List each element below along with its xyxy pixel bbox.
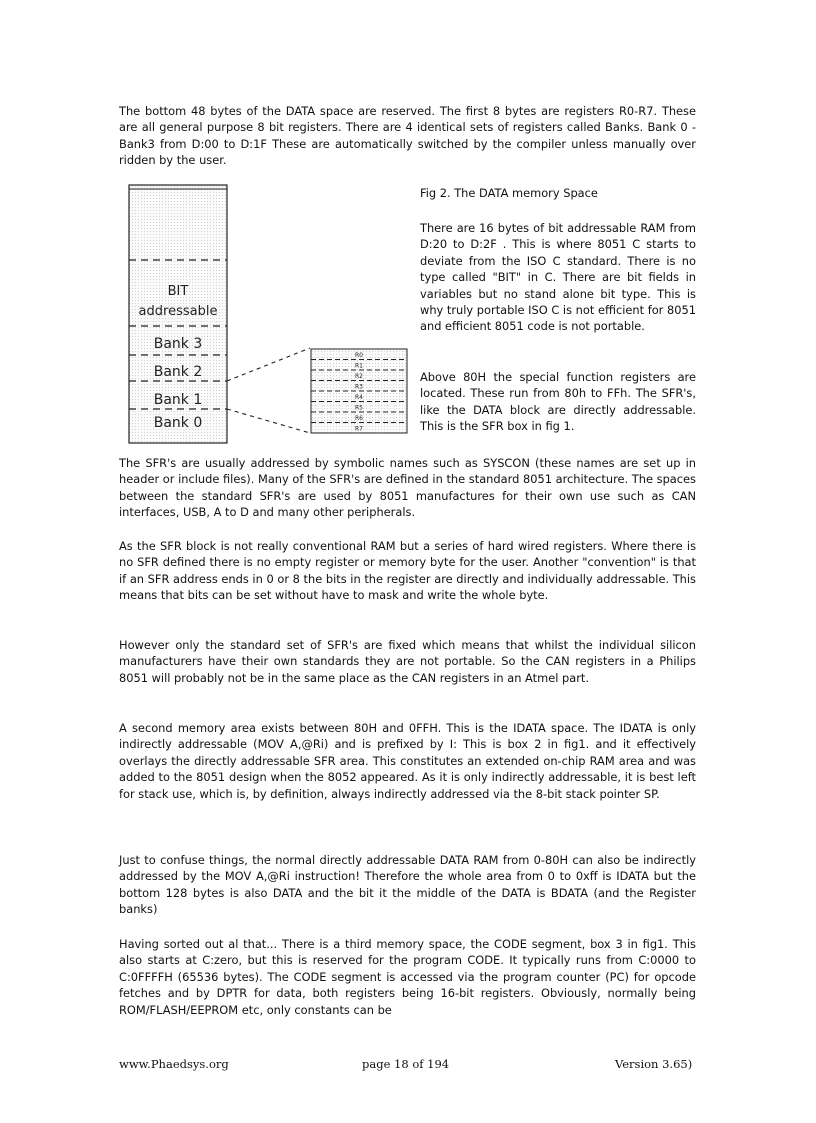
bit-addressable-label-2: addressable <box>138 304 218 319</box>
figure-caption: Fig 2. The DATA memory Space <box>420 186 598 200</box>
paragraph-sfr-block: As the SFR block is not really conventional RAM but a series of hard wired registers. Where there is no SFR defined there is no empty register or memory byte for the user. Another "convention" is that if an SFR address ends in 0 or 8 the bits in the register are directly and individually addressable. This means that bits can be set without have to mask and write the whole byte. <box>119 539 696 603</box>
intro-paragraph: The bottom 48 bytes of the DATA space are reserved. The first 8 bytes are registers R0-R7. These are all general purpose 8 bit registers. There are 4 identical sets of registers called Banks. Bank 0 -Bank3 from D:00 to D:1F These are automatically switched by the compiler unless manually over ridden by the user. <box>119 104 696 168</box>
zoom-connector-top <box>227 348 310 381</box>
bank-1-label: Bank 1 <box>153 392 203 408</box>
footer-version: Version 3.65) <box>615 1057 693 1071</box>
register-label: R3 <box>355 383 363 391</box>
zoom-connector-bottom <box>227 409 310 433</box>
register-label: R2 <box>355 372 363 380</box>
paragraph-idata: A second memory area exists between 80H and 0FFH. This is the IDATA space. The IDATA is only indirectly addressable (MOV A,@Ri) and is prefixed by I: This is box 2 in fig1. and it effectively overlays the directly addressable SFR area. This constitutes an extended on-chip RAM area and was added to the 8051 design when the 8052 appeared. As it is only indirectly addressable, it is best left for stack use, which is, by definition, always indirectly addressed via the 8-bit stack pointer SP. <box>119 721 696 801</box>
register-label: R1 <box>355 362 363 370</box>
bank-2-label: Bank 2 <box>153 364 203 380</box>
figure-text-bit-addressable: There are 16 bytes of bit addressable RAM from D:20 to D:2F . This is where 8051 C starts to deviate from the ISO C standard. There is no type called "BIT" in C. There are bit fields in variables but no stand alone bit type. This is why truly portable ISO C is not efficient for 8051 and efficient 8051 code is not portable. <box>420 221 696 334</box>
bank-0-label: Bank 0 <box>153 415 203 431</box>
register-label: R7 <box>355 425 363 433</box>
bank-3-label: Bank 3 <box>153 336 203 352</box>
bit-addressable-label-1: BIT <box>167 284 189 299</box>
register-label: R5 <box>355 404 363 412</box>
paragraph-indirect-data: Just to confuse things, the normal directly addressable DATA RAM from 0-80H can also be indirectly addressed by the MOV A,@Ri instruction! Therefore the whole area from 0 to 0xff is IDATA but the bottom 128 bytes is also DATA and the bit it the middle of the DATA is BDATA (and the Register banks) <box>119 853 696 917</box>
paragraph-code-segment: Having sorted out al that... There is a third memory space, the CODE segment, box 3 in fig1. This also starts at C:zero, but this is reserved for the program CODE. It typically runs from C:0000 to C:0FFFFH (65536 bytes). The CODE segment is accessed via the program counter (PC) for opcode fetches and by DPTR for data, both registers being 16-bit registers. Obviously, normally being ROM/FLASH/EEPROM etc, only constants can be <box>119 937 696 1017</box>
register-label: R4 <box>355 393 363 401</box>
footer-site: www.Phaedsys.org <box>119 1057 229 1071</box>
register-label: R0 <box>355 351 363 359</box>
register-label: R6 <box>355 414 363 422</box>
figure-text-sfr: Above 80H the special function registers are located. These run from 80h to FFh. The SFR's, like the DATA block are directly addressable. This is the SFR box in fig 1. <box>420 370 696 434</box>
footer-page-number: page 18 of 194 <box>362 1057 450 1071</box>
paragraph-sfr-names: The SFR's are usually addressed by symbolic names such as SYSCON (these names are set up in header or include files). Many of the SFR's are defined in the standard 8051 architecture. The spaces between the standard SFR's are used by 8051 manufactures for their own use such as CAN interfaces, USB, A to D and many other peripherals. <box>119 456 696 520</box>
paragraph-sfr-portability: However only the standard set of SFR's are fixed which means that whilst the individual silicon manufacturers have their own standards they are not portable. So the CAN registers in a Philips 8051 will probably not be in the same place as the CAN registers in an Atmel part. <box>119 638 696 685</box>
data-memory-diagram <box>125 182 415 448</box>
